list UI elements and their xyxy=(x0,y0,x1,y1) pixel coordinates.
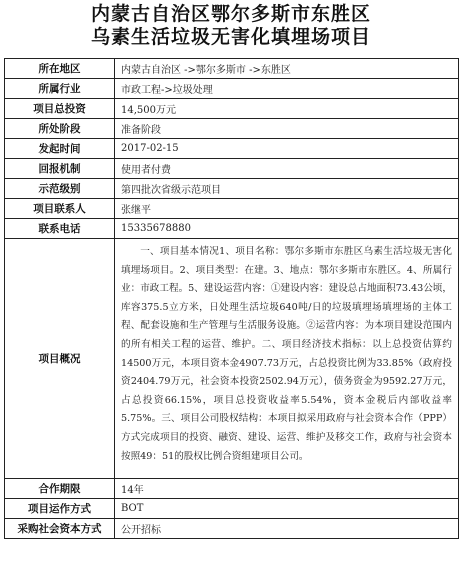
row-label-total-investment: 项目总投资 xyxy=(5,99,115,119)
row-value-procurement-method: 公开招标 xyxy=(115,519,459,539)
row-value-return-mechanism: 使用者付费 xyxy=(115,159,459,179)
table-row xyxy=(5,479,459,499)
row-label-procurement-method: 采购社会资本方式 xyxy=(5,519,115,539)
title-line-2: 乌素生活垃圾无害化填埋场项目 xyxy=(90,26,371,48)
row-value-region: 内蒙古自治区 ->鄂尔多斯市 ->东胜区 xyxy=(115,59,459,79)
row-value-cooperation-period: 14年 xyxy=(115,479,459,499)
row-label-operation-mode: 项目运作方式 xyxy=(5,499,115,519)
row-value-overview: 一、项目基本情况1、项目名称：鄂尔多斯市东胜区乌素生活垃圾无害化填埋场项目。2、项目类型：在建。3、地点：鄂尔多斯市东胜区。4、所属行业：市政工程。5、建设运营内容：①建设内容：建设总占地面积73.43公顷，库容375.5立方米，日处理生活垃圾640吨/日的垃圾填埋场填埋场的主体工程、配套设施和生产管理与生活服务设施。②运营内容：为本项目建设范围内的所有相关工程的运营、维护。二、项目经济技术指标：以上总投资估算约14500万元，本项目资本金4907.73万元，占总投资比例为33.85%（政府投资2404.79万元，社会资本投资2502.94万元），债务资金为9592.27万元，占总投资66.15%，项目总投资收益率5.54%，资本金税后内部收益率5.75%。三、项目公司股权结构：本项目拟采用政府与社会资本合作（PPP）方式完成项目的投资、融资、建设、运营、维护及移交工作，政府与社会资本按照49：51的股权比例合资组建项目公司。 xyxy=(115,239,459,479)
table-row xyxy=(5,499,459,519)
table-row xyxy=(5,239,459,479)
row-value-stage: 准备阶段 xyxy=(115,119,459,139)
row-value-phone: 15335678880 xyxy=(115,219,459,239)
row-label-phone: 联系电话 xyxy=(5,219,115,239)
row-value-operation-mode: BOT xyxy=(115,499,459,519)
table-row xyxy=(5,179,459,199)
table-row xyxy=(5,519,459,539)
table-row xyxy=(5,99,459,119)
page-title xyxy=(0,3,462,55)
table-row xyxy=(5,119,459,139)
row-label-stage: 所处阶段 xyxy=(5,119,115,139)
title-line-1: 内蒙古自治区鄂尔多斯市东胜区 xyxy=(90,3,371,25)
row-label-region: 所在地区 xyxy=(5,59,115,79)
row-label-contact: 项目联系人 xyxy=(5,199,115,219)
row-value-contact: 张继平 xyxy=(115,199,459,219)
table-row xyxy=(5,219,459,239)
table-row xyxy=(5,139,459,159)
row-label-overview: 项目概况 xyxy=(5,239,115,479)
row-value-industry: 市政工程->垃圾处理 xyxy=(115,79,459,99)
table-row xyxy=(5,199,459,219)
row-value-start-date: 2017-02-15 xyxy=(115,139,459,159)
table-row xyxy=(5,79,459,99)
row-label-return-mechanism: 回报机制 xyxy=(5,159,115,179)
row-label-start-date: 发起时间 xyxy=(5,139,115,159)
table-row xyxy=(5,59,459,79)
project-info-table xyxy=(4,58,459,539)
row-value-total-investment: 14,500万元 xyxy=(115,99,459,119)
table-row xyxy=(5,159,459,179)
row-label-cooperation-period: 合作期限 xyxy=(5,479,115,499)
row-label-demo-level: 示范级别 xyxy=(5,179,115,199)
row-value-demo-level: 第四批次省级示范项目 xyxy=(115,179,459,199)
row-label-industry: 所属行业 xyxy=(5,79,115,99)
